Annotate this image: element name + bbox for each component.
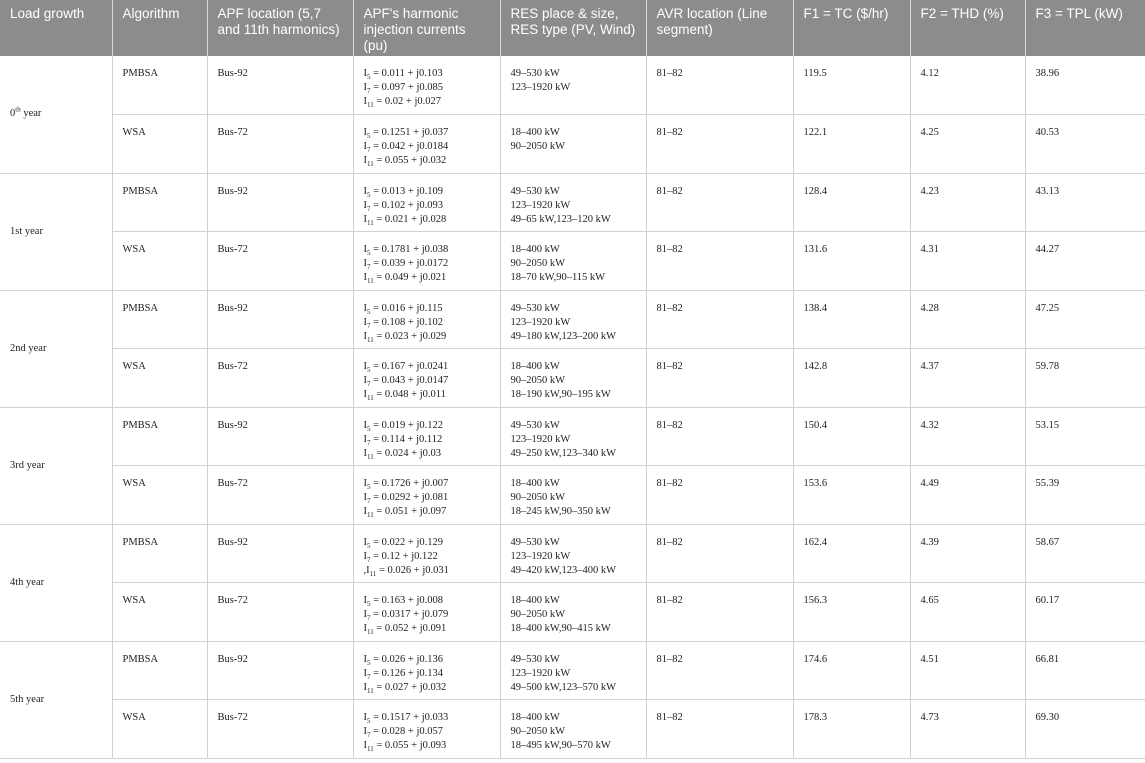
avr-location-cell: 81–82: [646, 173, 793, 232]
load-growth-cell: [0, 290, 112, 407]
current-i11-line: $I_{11} = 0.055 + j0.093$: [363, 740, 447, 754]
apf-currents-cell: [353, 700, 500, 759]
res-line: 49–530 kW: [510, 419, 560, 431]
current-i7-line: $I_7 = 0.102 + j0.093$: [363, 199, 444, 213]
res-line: 90–2050 kW: [510, 492, 566, 503]
algorithm-cell: PMBSA: [112, 173, 207, 232]
header-f1: F1 = TC ($/hr): [793, 0, 910, 56]
current-i5-value: 0.013 + j0.109: [381, 185, 444, 197]
avr-location-cell: 81–82: [646, 641, 793, 700]
apf-currents-cell: [353, 583, 500, 642]
res-line: 18–400 kW: [510, 712, 560, 723]
table-row: [0, 56, 1145, 115]
current-i11-value: 0.049 + j0.021: [384, 272, 447, 283]
load-growth-label: 3rd year: [10, 459, 45, 471]
algorithm-cell: WSA: [112, 466, 207, 525]
current-i11-value: 0.051 + j0.097: [384, 506, 447, 517]
res-line: 18–400 kW: [510, 478, 560, 489]
table-body: [0, 56, 1145, 758]
current-i5-value: 0.019 + j0.122: [381, 419, 444, 431]
table-row: [0, 232, 1145, 291]
res-line: 18–400 kW: [510, 244, 560, 255]
res-line: 123–1920 kW: [510, 82, 571, 93]
current-i5-value: 0.163 + j0.008: [381, 595, 444, 606]
apf-location-cell: Bus-92: [207, 407, 353, 466]
load-growth-cell: [0, 407, 112, 524]
f3-cell: 66.81: [1025, 641, 1145, 700]
res-line: 49–65 kW,123–120 kW: [510, 213, 611, 225]
res-line: 123–1920 kW: [510, 316, 571, 328]
current-i7-line: $I_7 = 0.097 + j0.085$: [363, 82, 444, 96]
current-i7-value: 0.126 + j0.134: [381, 667, 444, 679]
header-apf-location: APF location (5,7 and 11th harmonics): [207, 0, 353, 56]
current-i11-line: $I_{11} = 0.055 + j0.032$: [363, 155, 447, 169]
table-row: [0, 641, 1145, 700]
f1-cell: 174.6: [793, 641, 910, 700]
res-line: 123–1920 kW: [510, 667, 571, 679]
header-res: RES place & size, RES type (PV, Wind): [500, 0, 646, 56]
table-row: [0, 349, 1145, 408]
res-line: 49–250 kW,123–340 kW: [510, 447, 616, 459]
f1-cell: 119.5: [793, 56, 910, 115]
algorithm-cell: PMBSA: [112, 641, 207, 700]
f1-cell: 156.3: [793, 583, 910, 642]
res-cell: [500, 349, 646, 408]
apf-location-cell: Bus-92: [207, 173, 353, 232]
current-i11-value: 0.026 + j0.031: [387, 564, 449, 576]
current-i11-line: $I_{11} = 0.024 + j0.03$: [363, 447, 442, 461]
table-row: [0, 466, 1145, 525]
current-i11-value: 0.027 + j0.032: [384, 681, 447, 693]
f2-cell: 4.39: [910, 524, 1025, 583]
load-growth-label: 4th year: [10, 576, 45, 588]
current-i5-line: $I_5 = 0.1726 + j0.007$: [363, 478, 449, 492]
f1-cell: 142.8: [793, 349, 910, 408]
current-i5-line: $I_5 = 0.163 + j0.008$: [363, 595, 444, 609]
current-i7-line: $I_7 = 0.12 + j0.122$: [363, 550, 438, 564]
algorithm-cell: PMBSA: [112, 407, 207, 466]
current-i5-value: 0.016 + j0.115: [381, 302, 443, 314]
table-row: [0, 583, 1145, 642]
f3-cell: 47.25: [1025, 290, 1145, 349]
f2-cell: 4.28: [910, 290, 1025, 349]
current-i7-line: $I_7 = 0.108 + j0.102$: [363, 316, 444, 330]
current-i5-value: 0.011 + j0.103: [381, 68, 443, 79]
current-i11-value: 0.055 + j0.032: [384, 155, 447, 166]
apf-currents-cell: [353, 115, 500, 174]
f1-cell: 138.4: [793, 290, 910, 349]
algorithm-cell: WSA: [112, 700, 207, 759]
avr-location-cell: 81–82: [646, 349, 793, 408]
apf-currents-cell: [353, 56, 500, 115]
res-line: 18–400 kW: [510, 595, 560, 606]
avr-location-cell: 81–82: [646, 115, 793, 174]
res-cell: [500, 407, 646, 466]
current-i7-line: $I_7 = 0.126 + j0.134$: [363, 667, 444, 681]
apf-location-cell: Bus-72: [207, 700, 353, 759]
header-f2: F2 = THD (%): [910, 0, 1025, 56]
f2-cell: 4.37: [910, 349, 1025, 408]
res-cell: [500, 641, 646, 700]
current-i5-value: 0.1517 + j0.033: [381, 712, 449, 723]
f2-cell: 4.25: [910, 115, 1025, 174]
load-growth-suffix: year: [20, 108, 42, 120]
load-growth-cell: [0, 173, 112, 290]
res-cell: [500, 583, 646, 642]
current-i5-line: $I_5 = 0.011 + j0.103$: [363, 68, 443, 82]
apf-currents-cell: [353, 349, 500, 408]
algorithm-cell: WSA: [112, 349, 207, 408]
header-avr: AVR location (Line segment): [646, 0, 793, 56]
current-i7-value: 0.12 + j0.122: [381, 550, 438, 562]
res-cell: [500, 466, 646, 525]
apf-location-cell: Bus-92: [207, 56, 353, 115]
avr-location-cell: 81–82: [646, 700, 793, 759]
current-i11-line: $I_{11} = 0.021 + j0.028$: [363, 213, 447, 227]
load-growth-label: 5th year: [10, 693, 45, 705]
res-line: 18–495 kW,90–570 kW: [510, 740, 611, 751]
res-line: 18–400 kW: [510, 127, 560, 138]
res-line: 18–190 kW,90–195 kW: [510, 389, 611, 400]
apf-location-cell: Bus-92: [207, 641, 353, 700]
current-i7-value: 0.102 + j0.093: [381, 199, 444, 211]
current-i5-line: $I_5 = 0.026 + j0.136$: [363, 653, 444, 667]
current-i5-value: 0.022 + j0.129: [381, 536, 444, 548]
current-i5-line: $I_5 = 0.013 + j0.109$: [363, 185, 444, 199]
avr-location-cell: 81–82: [646, 524, 793, 583]
current-i5-line: $I_5 = 0.022 + j0.129$: [363, 536, 444, 550]
f3-cell: 58.67: [1025, 524, 1145, 583]
res-line: 90–2050 kW: [510, 141, 566, 152]
table-row: [0, 407, 1145, 466]
load-growth-cell: [0, 641, 112, 758]
res-line: 49–500 kW,123–570 kW: [510, 681, 616, 693]
algorithm-cell: WSA: [112, 583, 207, 642]
header-algorithm: Algorithm: [112, 0, 207, 56]
res-cell: [500, 700, 646, 759]
algorithm-cell: WSA: [112, 232, 207, 291]
res-line: 18–70 kW,90–115 kW: [510, 272, 606, 283]
current-i7-line: $I_7 = 0.039 + j0.0172$: [363, 258, 449, 272]
f3-cell: 60.17: [1025, 583, 1145, 642]
f1-cell: 150.4: [793, 407, 910, 466]
avr-location-cell: 81–82: [646, 290, 793, 349]
current-i11-line: $I_{11} = 0.052 + j0.091$: [363, 623, 447, 637]
res-line: 49–420 kW,123–400 kW: [510, 564, 616, 576]
current-i7-value: 0.097 + j0.085: [381, 82, 444, 93]
algorithm-cell: PMBSA: [112, 290, 207, 349]
f3-cell: 69.30: [1025, 700, 1145, 759]
load-growth-label: 2nd year: [10, 342, 47, 354]
apf-location-cell: Bus-92: [207, 524, 353, 583]
f3-cell: 59.78: [1025, 349, 1145, 408]
f3-cell: 38.96: [1025, 56, 1145, 115]
f3-cell: 44.27: [1025, 232, 1145, 291]
f3-cell: 40.53: [1025, 115, 1145, 174]
res-line: 49–530 kW: [510, 185, 560, 197]
current-i5-line: $I_5 = 0.167 + j0.0241$: [363, 361, 449, 375]
apf-location-cell: Bus-72: [207, 466, 353, 525]
res-cell: [500, 524, 646, 583]
f2-cell: 4.49: [910, 466, 1025, 525]
current-i7-value: 0.028 + j0.057: [381, 726, 444, 737]
res-line: 18–400 kW: [510, 361, 560, 372]
f2-cell: 4.32: [910, 407, 1025, 466]
current-i11-line: $I_{11} = 0.02 + j0.027$: [363, 96, 442, 110]
avr-location-cell: 81–82: [646, 407, 793, 466]
current-i7-value: 0.039 + j0.0172: [381, 258, 449, 269]
apf-location-cell: Bus-72: [207, 115, 353, 174]
current-i7-value: 0.114 + j0.112: [381, 433, 443, 445]
res-line: 90–2050 kW: [510, 609, 566, 620]
current-i11-value: 0.023 + j0.029: [384, 330, 447, 342]
header-load-growth: Load growth: [0, 0, 112, 56]
current-i11-line: $I_{11} = 0.023 + j0.029$: [363, 330, 447, 344]
apf-location-cell: Bus-92: [207, 290, 353, 349]
header-row: [0, 0, 1145, 56]
avr-location-cell: 81–82: [646, 466, 793, 525]
res-line: 49–530 kW: [510, 302, 560, 314]
current-i11-value: 0.02 + j0.027: [384, 96, 442, 107]
table-row: [0, 524, 1145, 583]
f2-cell: 4.31: [910, 232, 1025, 291]
table-row: [0, 700, 1145, 759]
current-i7-value: 0.0292 + j0.081: [381, 492, 449, 503]
apf-currents-cell: [353, 641, 500, 700]
apf-location-cell: Bus-72: [207, 583, 353, 642]
current-i11-value: 0.052 + j0.091: [384, 623, 447, 634]
res-cell: [500, 232, 646, 291]
current-i7-line: $I_7 = 0.028 + j0.057$: [363, 726, 444, 740]
f1-cell: 153.6: [793, 466, 910, 525]
current-i11-line: $,I_{11} = 0.026 + j0.031$: [363, 564, 449, 578]
current-i7-line: $I_7 = 0.0292 + j0.081$: [363, 492, 449, 506]
current-i7-value: 0.042 + j0.0184: [381, 141, 449, 152]
f1-cell: 122.1: [793, 115, 910, 174]
current-i5-value: 0.026 + j0.136: [381, 653, 444, 665]
apf-currents-cell: [353, 232, 500, 291]
current-prefix: ,: [363, 564, 367, 576]
current-i5-value: 0.1781 + j0.038: [381, 244, 449, 255]
current-i5-line: $I_5 = 0.1251 + j0.037$: [363, 127, 449, 141]
f3-cell: 55.39: [1025, 466, 1145, 525]
table-row: [0, 115, 1145, 174]
res-cell: [500, 290, 646, 349]
current-i11-line: $I_{11} = 0.048 + j0.011$: [363, 389, 446, 403]
apf-currents-cell: [353, 290, 500, 349]
current-i11-line: $I_{11} = 0.027 + j0.032$: [363, 681, 447, 695]
current-i7-value: 0.108 + j0.102: [381, 316, 444, 328]
res-cell: [500, 173, 646, 232]
algorithm-cell: PMBSA: [112, 524, 207, 583]
current-i11-value: 0.021 + j0.028: [384, 213, 447, 225]
load-growth-cell: [0, 56, 112, 173]
current-i7-line: $I_7 = 0.114 + j0.112$: [363, 433, 443, 447]
f1-cell: 162.4: [793, 524, 910, 583]
apf-currents-cell: [353, 524, 500, 583]
res-line: 90–2050 kW: [510, 258, 566, 269]
header-f3: F3 = TPL (kW): [1025, 0, 1145, 56]
apf-location-cell: Bus-72: [207, 349, 353, 408]
current-i5-value: 0.1251 + j0.037: [381, 127, 449, 138]
apf-currents-cell: [353, 466, 500, 525]
current-i5-value: 0.1726 + j0.007: [381, 478, 449, 489]
current-i11-value: 0.024 + j0.03: [384, 447, 442, 459]
res-line: 123–1920 kW: [510, 550, 571, 562]
table-row: [0, 173, 1145, 232]
apf-location-cell: Bus-72: [207, 232, 353, 291]
res-line: 49–530 kW: [510, 536, 560, 548]
table-row: [0, 290, 1145, 349]
res-line: 90–2050 kW: [510, 726, 566, 737]
avr-location-cell: 81–82: [646, 232, 793, 291]
header-apf-currents: APF's harmonic injection currents (pu): [353, 0, 500, 56]
algorithm-cell: WSA: [112, 115, 207, 174]
f1-cell: 178.3: [793, 700, 910, 759]
apf-currents-cell: [353, 173, 500, 232]
current-i7-line: $I_7 = 0.0317 + j0.079$: [363, 609, 449, 623]
avr-location-cell: 81–82: [646, 583, 793, 642]
current-i5-line: $I_5 = 0.019 + j0.122$: [363, 419, 444, 433]
load-growth-cell: [0, 524, 112, 641]
f1-cell: 131.6: [793, 232, 910, 291]
current-i7-value: 0.0317 + j0.079: [381, 609, 449, 620]
current-i7-line: $I_7 = 0.043 + j0.0147$: [363, 375, 449, 389]
current-i5-line: $I_5 = 0.1781 + j0.038$: [363, 244, 449, 258]
current-i7-line: $I_7 = 0.042 + j0.0184$: [363, 141, 449, 155]
f2-cell: 4.73: [910, 700, 1025, 759]
current-i5-value: 0.167 + j0.0241: [381, 361, 449, 372]
algorithm-cell: PMBSA: [112, 56, 207, 115]
current-i5-line: $I_5 = 0.016 + j0.115$: [363, 302, 443, 316]
current-i11-line: $I_{11} = 0.051 + j0.097$: [363, 506, 447, 520]
res-line: 49–530 kW: [510, 68, 560, 79]
avr-location-cell: 81–82: [646, 56, 793, 115]
current-i11-line: $I_{11} = 0.049 + j0.021$: [363, 272, 447, 286]
res-line: 18–400 kW,90–415 kW: [510, 623, 611, 634]
res-line: 18–245 kW,90–350 kW: [510, 506, 611, 517]
res-line: 49–180 kW,123–200 kW: [510, 330, 616, 342]
f3-cell: 53.15: [1025, 407, 1145, 466]
current-i5-line: $I_5 = 0.1517 + j0.033$: [363, 712, 449, 726]
load-growth-label: 1st year: [10, 225, 43, 237]
f1-cell: 128.4: [793, 173, 910, 232]
apf-currents-cell: [353, 407, 500, 466]
load-growth-superscript: th: [15, 105, 21, 114]
f2-cell: 4.65: [910, 583, 1025, 642]
res-cell: [500, 115, 646, 174]
res-line: 123–1920 kW: [510, 433, 571, 445]
load-growth-label: 0: [10, 108, 16, 120]
current-i7-value: 0.043 + j0.0147: [381, 375, 449, 386]
current-i11-value: 0.055 + j0.093: [384, 740, 447, 751]
res-line: 123–1920 kW: [510, 199, 571, 211]
res-line: 90–2050 kW: [510, 375, 566, 386]
res-line: 49–530 kW: [510, 653, 560, 665]
current-i11-value: 0.048 + j0.011: [384, 389, 446, 400]
f2-cell: 4.51: [910, 641, 1025, 700]
f2-cell: 4.12: [910, 56, 1025, 115]
res-cell: [500, 56, 646, 115]
f3-cell: 43.13: [1025, 173, 1145, 232]
f2-cell: 4.23: [910, 173, 1025, 232]
